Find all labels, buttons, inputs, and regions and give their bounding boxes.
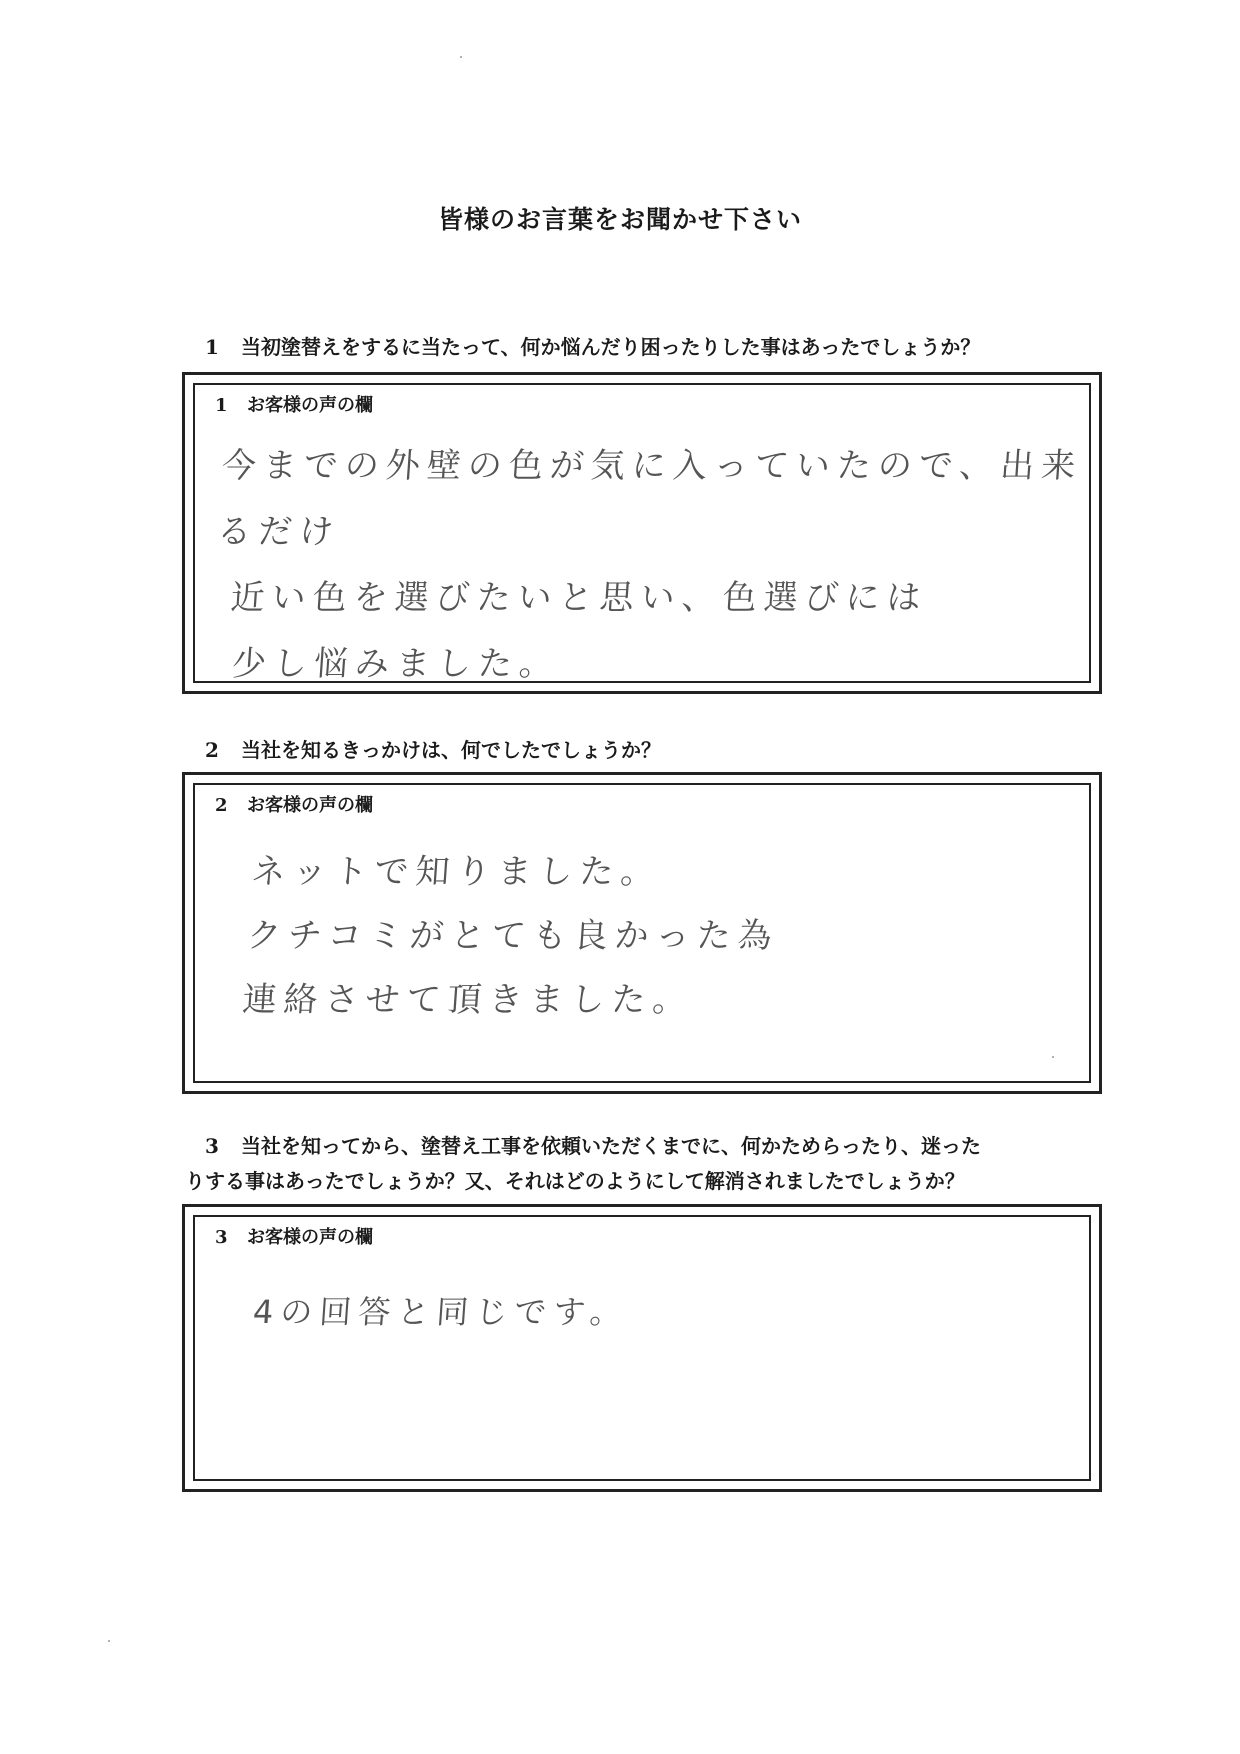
scan-speck xyxy=(460,56,462,58)
question-text: りする事はあったでしょうか？又、それはどのようにして解消されましたでしょうか？ xyxy=(185,1169,965,1193)
question-1 xyxy=(205,330,1105,365)
answer-box-inner xyxy=(193,383,1091,683)
answer-line: 4の回答と同じです。 xyxy=(251,1293,631,1331)
question-number: 1 xyxy=(205,335,219,359)
handwritten-answer xyxy=(251,1282,631,1342)
question-3 xyxy=(185,1129,1105,1199)
answer-line: 連絡させて頂きました。 xyxy=(241,980,695,1020)
handwritten-answer xyxy=(206,433,1098,697)
question-number: 2 xyxy=(205,738,219,762)
answer-line: 今までの外壁の色が気に入っていたので、出来るだけ xyxy=(215,446,1084,552)
question-text: 当社を知ってから、塗替え工事を依頼いただくまでに、何かためらったり、迷った xyxy=(241,1134,981,1158)
box-label: 2 お客様の声の欄 xyxy=(215,795,373,816)
question-text: 当社を知るきっかけは、何でしたでしょうか？ xyxy=(241,738,661,762)
page-title: 皆様のお言葉をお聞かせ下さい xyxy=(437,205,802,234)
answer-line: クチコミがとても良かった為 xyxy=(245,916,781,956)
answer-box-3 xyxy=(182,1204,1102,1492)
box-label: 1 お客様の声の欄 xyxy=(215,395,373,416)
question-text: 当初塗替えをするに当たって、何か悩んだり困ったりした事はあったでしょうか？ xyxy=(241,335,981,359)
handwritten-answer xyxy=(240,840,785,1032)
answer-line: 近い色を選びたいと思い、色選びには xyxy=(229,578,930,618)
answer-line: ネットで知りました。 xyxy=(250,852,663,892)
answer-box-inner xyxy=(193,1215,1091,1481)
answer-box-inner xyxy=(193,783,1091,1083)
question-number: 3 xyxy=(205,1134,219,1158)
question-2 xyxy=(205,733,1105,768)
scan-speck xyxy=(108,1640,110,1642)
answer-line: 少し悩みました。 xyxy=(230,644,562,684)
answer-box-2 xyxy=(182,772,1102,1094)
scan-speck xyxy=(1052,1056,1054,1058)
box-label: 3 お客様の声の欄 xyxy=(215,1227,373,1248)
answer-box-1 xyxy=(182,372,1102,694)
